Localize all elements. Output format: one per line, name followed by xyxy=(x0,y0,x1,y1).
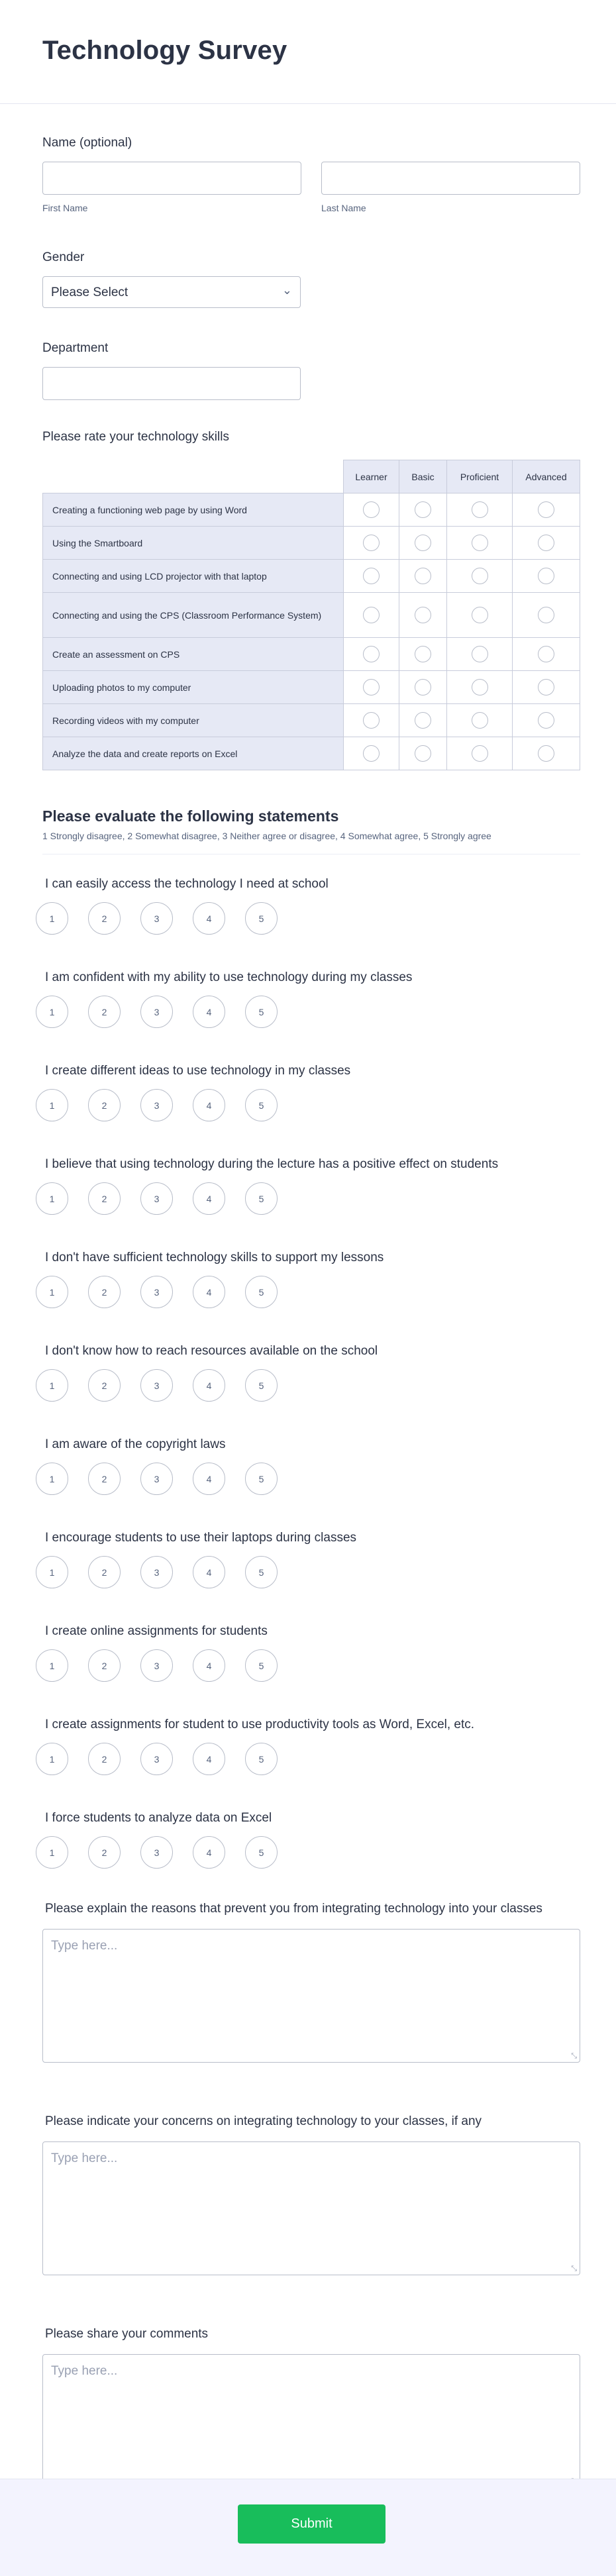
matrix-cell xyxy=(399,593,447,638)
scale-questions xyxy=(0,854,616,1882)
matrix-radio[interactable] xyxy=(472,745,488,762)
last-name-input[interactable] xyxy=(321,162,580,195)
matrix-cell xyxy=(399,638,447,671)
matrix-row-label: Uploading photos to my computer xyxy=(43,671,344,704)
textarea-placeholder: Type here... xyxy=(51,1939,118,1953)
scale-option[interactable]: 4 xyxy=(193,1649,225,1682)
matrix-cell xyxy=(447,737,513,770)
evaluate-heading: Please evaluate the following statements xyxy=(42,807,339,825)
matrix-radio[interactable] xyxy=(363,679,380,696)
matrix-radio[interactable] xyxy=(538,607,554,623)
matrix-cell xyxy=(399,737,447,770)
scale-option[interactable]: 2 xyxy=(88,1089,121,1121)
matrix-radio[interactable] xyxy=(472,501,488,518)
textarea-questions xyxy=(0,1900,616,2488)
scale-option[interactable]: 3 xyxy=(140,1182,173,1215)
scale-option[interactable]: 5 xyxy=(245,1369,278,1402)
matrix-cell xyxy=(399,493,447,527)
matrix-radio[interactable] xyxy=(472,712,488,729)
department-label: Department xyxy=(42,341,109,355)
matrix-row-label: Connecting and using the CPS (Classroom Performance System) xyxy=(43,593,344,638)
form-footer xyxy=(0,2479,616,2576)
matrix-cell xyxy=(513,671,580,704)
matrix-cell xyxy=(513,560,580,593)
matrix-radio[interactable] xyxy=(363,501,380,518)
matrix-radio[interactable] xyxy=(472,679,488,696)
gender-select-value: Please Select xyxy=(51,285,128,299)
scale-option[interactable]: 2 xyxy=(88,1276,121,1308)
scale-option[interactable]: 1 xyxy=(36,1836,68,1869)
matrix-column-header: Proficient xyxy=(447,460,513,493)
scale-option[interactable]: 1 xyxy=(36,1743,68,1775)
matrix-radio[interactable] xyxy=(538,535,554,551)
scale-question xyxy=(0,1135,616,1228)
matrix-radio[interactable] xyxy=(415,679,431,696)
textarea-question xyxy=(0,2326,616,2488)
skills-matrix-label: Please rate your technology skills xyxy=(42,430,229,444)
matrix-cell xyxy=(447,593,513,638)
matrix-cell xyxy=(513,493,580,527)
matrix-row xyxy=(43,527,580,560)
scale-option[interactable]: 1 xyxy=(36,1556,68,1588)
matrix-cell xyxy=(513,704,580,737)
scale-option[interactable]: 5 xyxy=(245,1836,278,1869)
name-label: Name (optional) xyxy=(42,136,132,150)
matrix-radio[interactable] xyxy=(538,745,554,762)
matrix-column-header: Learner xyxy=(344,460,399,493)
matrix-radio[interactable] xyxy=(538,712,554,729)
matrix-radio[interactable] xyxy=(538,679,554,696)
scale-option[interactable]: 3 xyxy=(140,1369,173,1402)
scale-question xyxy=(0,1041,616,1135)
scale-question-label: I don't know how to reach resources available on the school xyxy=(45,1344,378,1358)
matrix-cell xyxy=(447,704,513,737)
scale-option[interactable]: 4 xyxy=(193,1743,225,1775)
matrix-row-label: Analyze the data and create reports on Excel xyxy=(43,737,344,770)
name-field xyxy=(0,136,616,213)
scale-option[interactable]: 3 xyxy=(140,902,173,935)
matrix-cell xyxy=(344,638,399,671)
scale-option[interactable]: 1 xyxy=(36,996,68,1028)
skills-matrix xyxy=(42,460,580,770)
matrix-radio[interactable] xyxy=(363,745,380,762)
matrix-radio[interactable] xyxy=(363,646,380,662)
scale-option[interactable]: 4 xyxy=(193,902,225,935)
scale-option[interactable]: 3 xyxy=(140,1836,173,1869)
form-title: Technology Survey xyxy=(42,36,287,65)
matrix-cell xyxy=(447,493,513,527)
matrix-radio[interactable] xyxy=(472,568,488,584)
scale-option[interactable]: 1 xyxy=(36,1649,68,1682)
scale-option[interactable]: 2 xyxy=(88,1463,121,1495)
scale-question xyxy=(0,1415,616,1508)
matrix-radio[interactable] xyxy=(415,607,431,623)
matrix-cell xyxy=(344,671,399,704)
matrix-cell xyxy=(344,593,399,638)
matrix-cell xyxy=(344,560,399,593)
matrix-radio[interactable] xyxy=(472,646,488,662)
gender-label: Gender xyxy=(42,250,85,264)
textarea-input[interactable] xyxy=(42,2141,580,2275)
matrix-cell xyxy=(513,638,580,671)
scale-question-label: I force students to analyze data on Excel xyxy=(45,1811,272,1825)
matrix-cell xyxy=(344,737,399,770)
scale-option[interactable]: 1 xyxy=(36,1369,68,1402)
scale-option[interactable]: 1 xyxy=(36,902,68,935)
matrix-column-header: Advanced xyxy=(513,460,580,493)
evaluate-subheading: 1 Strongly disagree, 2 Somewhat disagree, 3 Neither agree or disagree, 4 Somewhat agree, 5 Strongly agree xyxy=(42,831,491,841)
matrix-radio[interactable] xyxy=(538,501,554,518)
matrix-row xyxy=(43,493,580,527)
scale-option[interactable]: 5 xyxy=(245,1556,278,1588)
gender-select[interactable] xyxy=(42,276,301,308)
textarea-label: Please share your comments xyxy=(45,2327,209,2341)
scale-option[interactable]: 1 xyxy=(36,1276,68,1308)
scale-question xyxy=(0,1695,616,1788)
matrix-cell xyxy=(447,560,513,593)
scale-option[interactable]: 4 xyxy=(193,1369,225,1402)
scale-option[interactable]: 1 xyxy=(36,1089,68,1121)
scale-option[interactable]: 5 xyxy=(245,1276,278,1308)
matrix-cell xyxy=(344,493,399,527)
first-name-input[interactable] xyxy=(42,162,301,195)
matrix-column-header: Basic xyxy=(399,460,447,493)
matrix-cell xyxy=(344,704,399,737)
scale-option[interactable]: 4 xyxy=(193,1836,225,1869)
scale-option[interactable]: 5 xyxy=(245,1743,278,1775)
scale-question xyxy=(0,854,616,948)
matrix-row-label: Connecting and using LCD projector with that laptop xyxy=(43,560,344,593)
matrix-radio[interactable] xyxy=(472,535,488,551)
scale-option[interactable]: 2 xyxy=(88,902,121,935)
scale-question-label: I create online assignments for students xyxy=(45,1624,268,1638)
matrix-cell xyxy=(513,737,580,770)
scale-option[interactable]: 4 xyxy=(193,1182,225,1215)
scale-option[interactable]: 3 xyxy=(140,1743,173,1775)
scale-option[interactable]: 5 xyxy=(245,1649,278,1682)
matrix-row xyxy=(43,638,580,671)
scale-option[interactable]: 1 xyxy=(36,1182,68,1215)
scale-option[interactable]: 5 xyxy=(245,996,278,1028)
textarea-question xyxy=(0,1900,616,2063)
scale-option[interactable]: 4 xyxy=(193,1276,225,1308)
scale-option[interactable]: 4 xyxy=(193,996,225,1028)
textarea-question xyxy=(0,2113,616,2275)
matrix-cell xyxy=(399,671,447,704)
scale-question xyxy=(0,1508,616,1602)
scale-question-label: I am confident with my ability to use technology during my classes xyxy=(45,970,413,984)
scale-option[interactable]: 2 xyxy=(88,1369,121,1402)
gender-field xyxy=(0,250,616,308)
scale-option[interactable]: 5 xyxy=(245,1182,278,1215)
scale-question-label: I can easily access the technology I need at school xyxy=(45,877,329,891)
scale-option[interactable]: 2 xyxy=(88,1182,121,1215)
department-input[interactable] xyxy=(42,367,301,400)
textarea-placeholder: Type here... xyxy=(51,2151,118,2165)
scale-option[interactable]: 3 xyxy=(140,1649,173,1682)
matrix-radio[interactable] xyxy=(538,646,554,662)
matrix-radio[interactable] xyxy=(415,501,431,518)
matrix-cell xyxy=(513,593,580,638)
scale-question xyxy=(0,1788,616,1882)
scale-question xyxy=(0,1228,616,1321)
matrix-row xyxy=(43,560,580,593)
scale-option[interactable]: 2 xyxy=(88,1836,121,1869)
textarea-label: Please indicate your concerns on integrating technology to your classes, if any xyxy=(45,2114,482,2128)
scale-option[interactable]: 2 xyxy=(88,996,121,1028)
scale-option[interactable]: 4 xyxy=(193,1556,225,1588)
scale-question-label: I encourage students to use their laptops during classes xyxy=(45,1531,357,1545)
textarea-input[interactable] xyxy=(42,2354,580,2488)
scale-option[interactable]: 1 xyxy=(36,1463,68,1495)
textarea-placeholder: Type here... xyxy=(51,2364,118,2378)
evaluate-header xyxy=(0,807,616,841)
matrix-row xyxy=(43,593,580,638)
matrix-cell xyxy=(399,527,447,560)
textarea-input[interactable] xyxy=(42,1929,580,2063)
matrix-radio[interactable] xyxy=(415,646,431,662)
resize-grip-icon[interactable]: ⤡ xyxy=(571,2052,577,2060)
first-name-sublabel: First Name xyxy=(42,203,88,213)
matrix-radio[interactable] xyxy=(472,607,488,623)
scale-option[interactable]: 4 xyxy=(193,1089,225,1121)
matrix-radio[interactable] xyxy=(363,535,380,551)
matrix-radio[interactable] xyxy=(415,712,431,729)
scale-option[interactable]: 3 xyxy=(140,1089,173,1121)
scale-option[interactable]: 3 xyxy=(140,1276,173,1308)
resize-grip-icon[interactable]: ⤡ xyxy=(571,2265,577,2273)
scale-option[interactable]: 5 xyxy=(245,902,278,935)
matrix-row xyxy=(43,737,580,770)
matrix-radio[interactable] xyxy=(363,607,380,623)
scale-option[interactable]: 5 xyxy=(245,1463,278,1495)
scale-option[interactable]: 3 xyxy=(140,1556,173,1588)
matrix-radio[interactable] xyxy=(363,568,380,584)
matrix-radio[interactable] xyxy=(538,568,554,584)
matrix-row-label: Creating a functioning web page by using Word xyxy=(43,493,344,527)
scale-option[interactable]: 2 xyxy=(88,1649,121,1682)
scale-question xyxy=(0,1602,616,1695)
scale-option[interactable]: 5 xyxy=(245,1089,278,1121)
matrix-cell xyxy=(447,527,513,560)
matrix-row xyxy=(43,704,580,737)
matrix-radio[interactable] xyxy=(363,712,380,729)
matrix-corner xyxy=(43,460,344,493)
department-field xyxy=(0,341,616,400)
scale-option[interactable]: 3 xyxy=(140,996,173,1028)
matrix-cell xyxy=(513,527,580,560)
matrix-row-label: Create an assessment on CPS xyxy=(43,638,344,671)
matrix-radio[interactable] xyxy=(415,535,431,551)
scale-question xyxy=(0,1321,616,1415)
matrix-cell xyxy=(399,704,447,737)
scale-question-label: I create assignments for student to use productivity tools as Word, Excel, etc. xyxy=(45,1718,475,1731)
matrix-row xyxy=(43,671,580,704)
matrix-row-label: Using the Smartboard xyxy=(43,527,344,560)
form-header xyxy=(0,0,616,104)
matrix-radio[interactable] xyxy=(415,745,431,762)
scale-question-label: I create different ideas to use technology in my classes xyxy=(45,1064,351,1078)
matrix-radio[interactable] xyxy=(415,568,431,584)
matrix-cell xyxy=(447,671,513,704)
scale-question-label: I don't have sufficient technology skills to support my lessons xyxy=(45,1251,384,1264)
submit-button[interactable]: Submit xyxy=(238,2504,385,2544)
scale-option[interactable]: 3 xyxy=(140,1463,173,1495)
matrix-cell xyxy=(447,638,513,671)
chevron-down-icon: ⌄ xyxy=(282,283,292,297)
scale-question-label: I am aware of the copyright laws xyxy=(45,1437,226,1451)
textarea-label: Please explain the reasons that prevent you from integrating technology into your classes xyxy=(45,1902,542,1916)
matrix-row-label: Recording videos with my computer xyxy=(43,704,344,737)
skills-matrix-field xyxy=(0,430,616,770)
scale-question-label: I believe that using technology during the lecture has a positive effect on students xyxy=(45,1157,499,1171)
scale-question xyxy=(0,948,616,1041)
scale-option[interactable]: 4 xyxy=(193,1463,225,1495)
matrix-cell xyxy=(399,560,447,593)
matrix-cell xyxy=(344,527,399,560)
last-name-sublabel: Last Name xyxy=(321,203,366,213)
scale-option[interactable]: 2 xyxy=(88,1743,121,1775)
scale-option[interactable]: 2 xyxy=(88,1556,121,1588)
